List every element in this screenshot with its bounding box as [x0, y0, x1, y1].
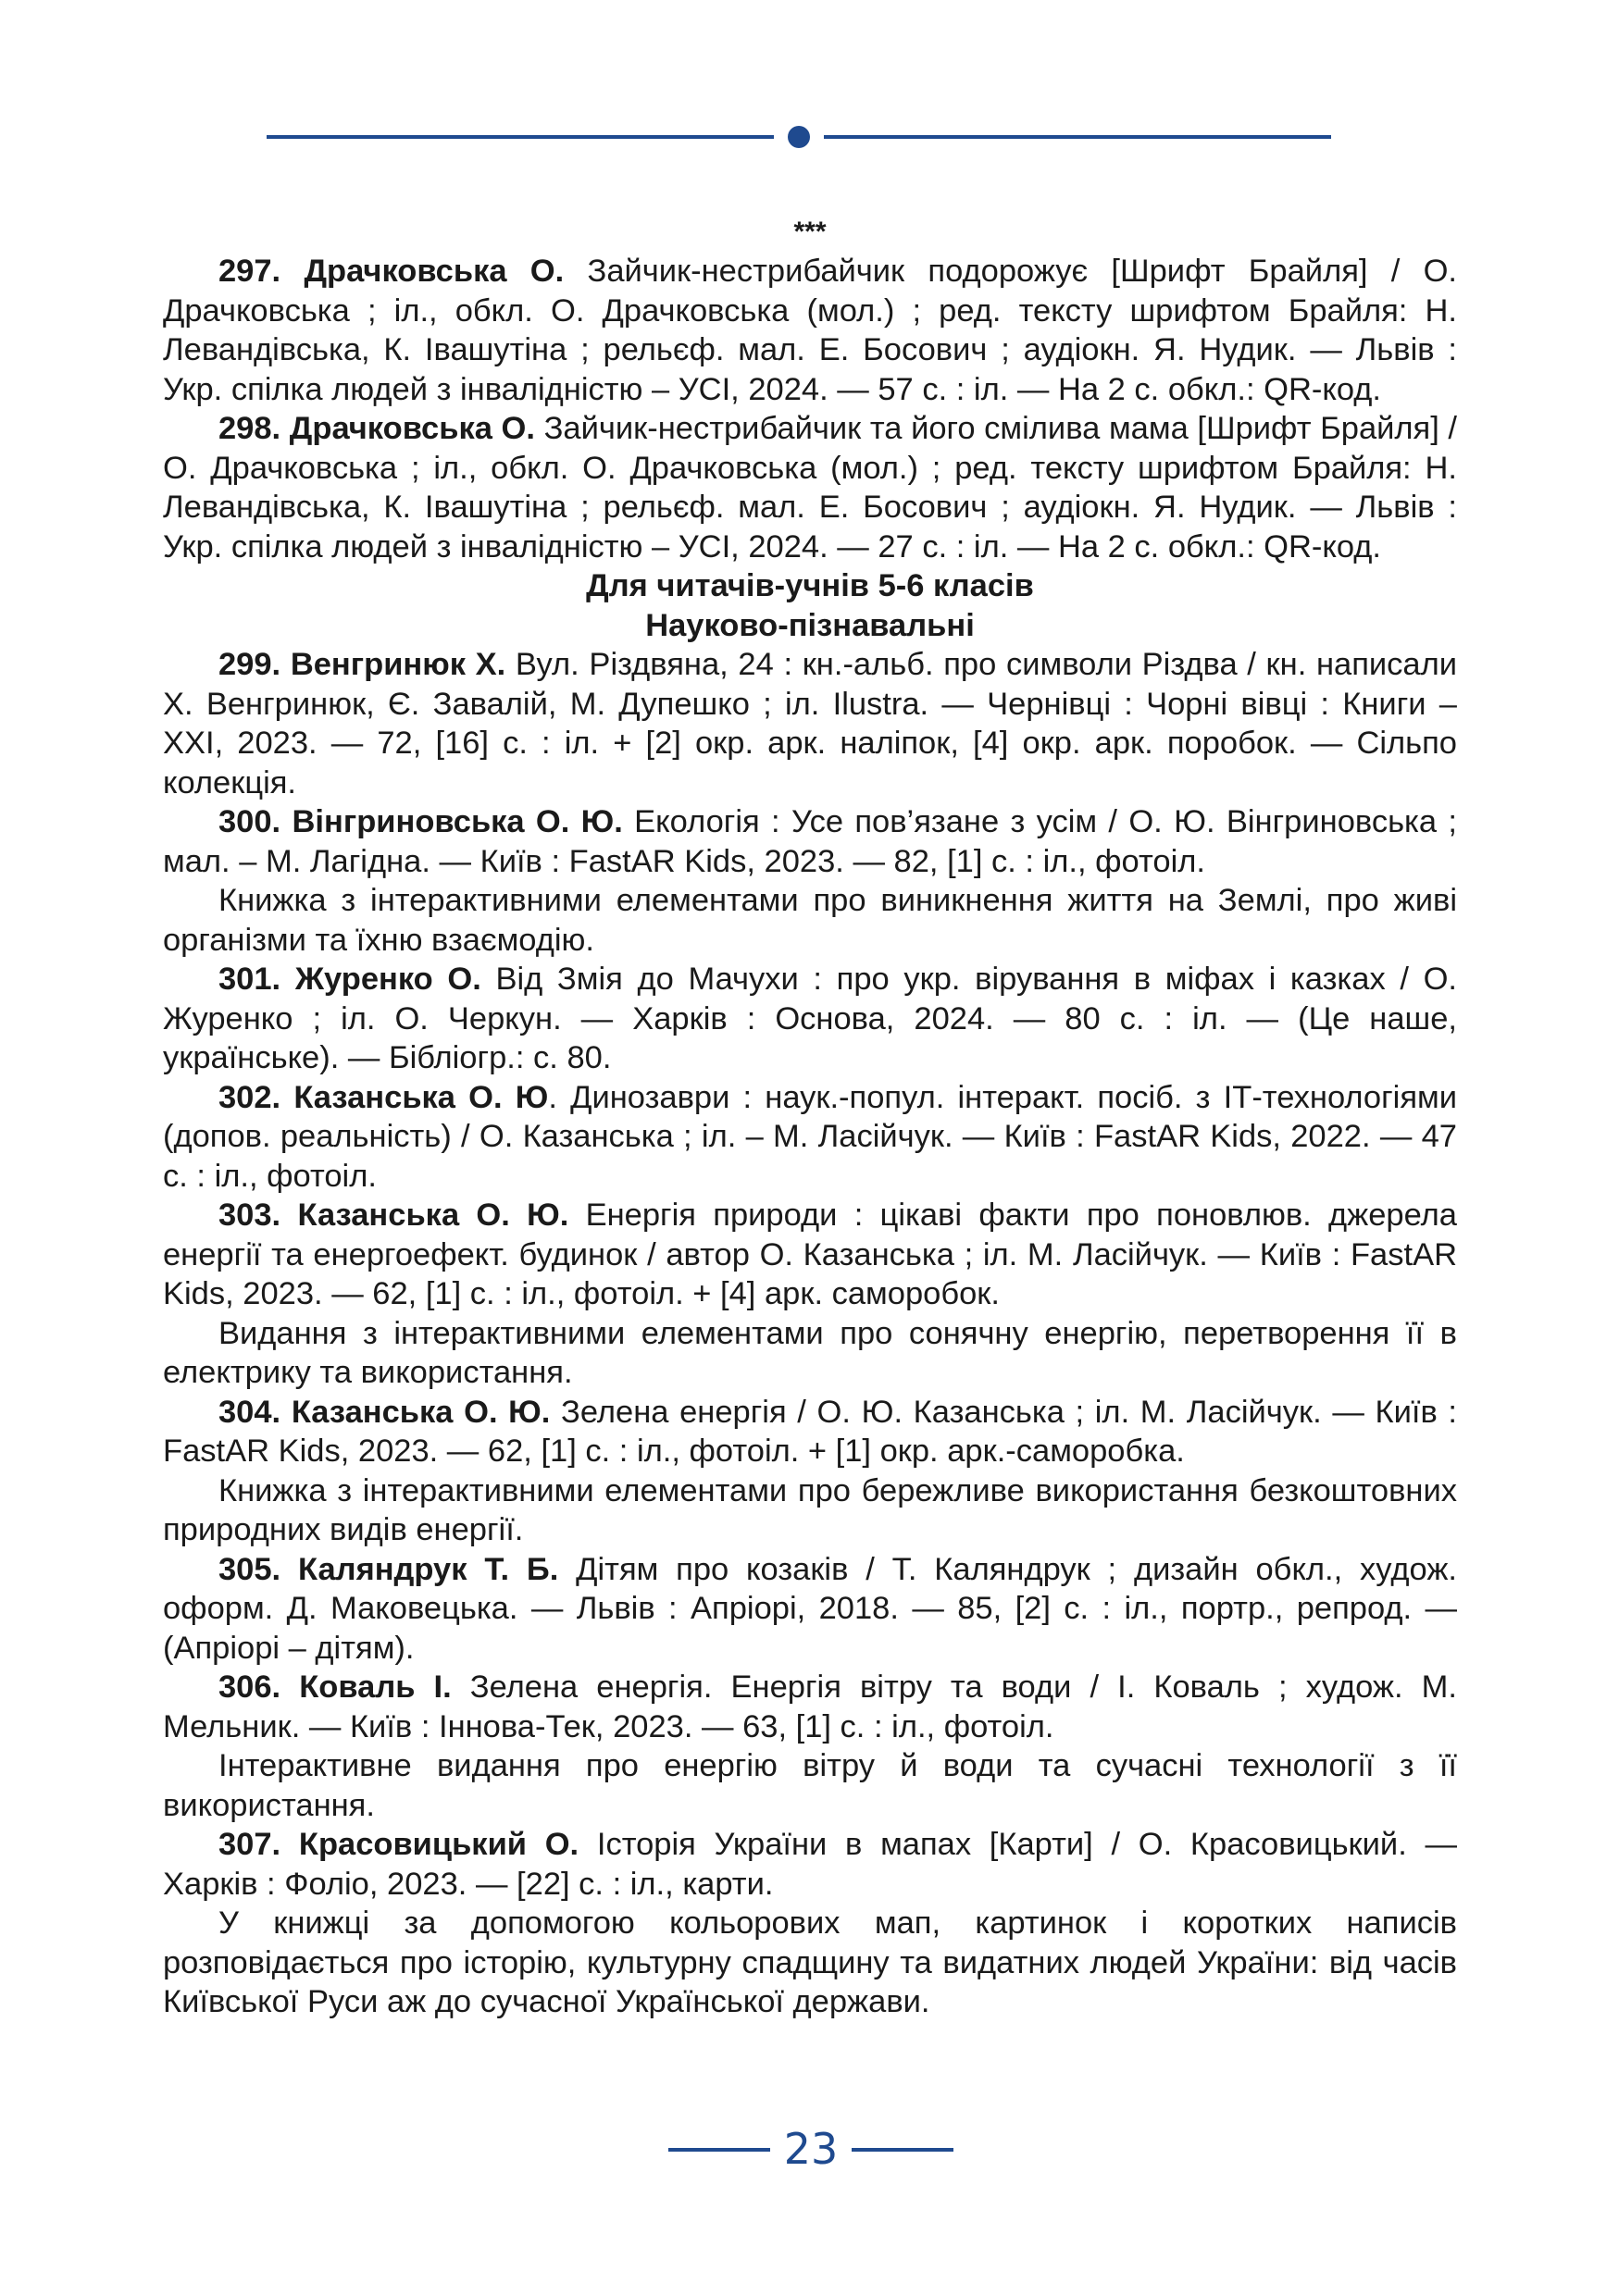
page-footer — [0, 2121, 1619, 2177]
entry-description: Екологія : Усе пов’язане з усім / О. Ю. Вінгриновська ; мал. – М. Лагідна. — Київ : FastAR Kids, 2023. — 82, [1] с. : іл., фотоіл. — [163, 804, 1457, 879]
entry-author: Вінгриновська О. Ю. — [292, 804, 623, 839]
entry-description: Зайчик-нестрибайчик та його смілива мама [Шрифт Брайля] / О. Драчковська ; іл., обкл. О. Драчковська (мол.) ; ред. тексту шрифтом Брайля: Н. Левандівська, К. Івашутіна ; рельєф. мал. Е. Босович ; аудіокн. Я. Нудик. — Львів : Укр. спілка людей з інвалідністю – УСІ, 2024. — 27 с. : іл. — На 2 с. обкл.: QR-код. — [163, 411, 1458, 565]
entry-author: Журенко О. — [294, 962, 481, 997]
bibliography-entry — [163, 252, 1457, 409]
entry-number: 303. — [218, 1198, 281, 1233]
bibliography-entry — [163, 960, 1457, 1078]
entry-author: Коваль І. — [299, 1669, 452, 1705]
section-heading: Науково-пізнавальні — [645, 607, 975, 643]
entry-description: . Динозаври : наук.-попул. інтеракт. посіб. з ІТ-технологіями (допов. реальність) / О. Казанська ; іл. – М. Ласійчук. — Київ : FastAR Kids, 2022. — 47 с. : іл., фотоіл. — [163, 1079, 1458, 1194]
footer-line-right — [852, 2148, 953, 2152]
entry-number: 301. — [218, 962, 281, 997]
bibliography-entry — [163, 409, 1457, 566]
top-ornament — [267, 126, 1331, 148]
ornament-dot — [788, 126, 810, 148]
entry-annotation: Інтерактивне видання про енергію вітру й води та сучасні технології з її використання. — [163, 1748, 1457, 1823]
entry-number: 304. — [218, 1394, 281, 1430]
page-number: 23 — [783, 2124, 839, 2174]
bibliography-entry — [163, 1550, 1457, 1669]
entry-number: 306. — [218, 1669, 281, 1705]
entry-description: Вул. Різдвяна, 24 : кн.-альб. про символи Різдва / кн. написали Х. Венгринюк, Є. Завалій, М. Дупешко ; іл. Ilustra. — Чернівці : Чорні вівці : Книги – ХХІ, 2023. — 72, [16] с. : іл. + [2] окр. арк. наліпок, [4] окр. арк. поробок. — Сільпо колекція. — [163, 647, 1457, 800]
entry-author: Казанська О. Ю — [293, 1079, 549, 1115]
entry-description: Від Змія до Мачухи : про укр. вірування в міфах і казках / О. Журенко ; іл. О. Черкун. — Харків : Основа, 2024. — 80 с. : іл. — (Це наше, українське). — Бібліогр.: с. 80. — [163, 962, 1458, 1075]
entry-description: Дітям про козаків / Т. Каляндрук ; дизайн обкл., худож. оформ. Д. Маковецька. — Львів : Апріорі, 2018. — 85, [2] с. : іл., портр., репрод. — (Апріорі – дітям). — [163, 1551, 1457, 1666]
entry-author: Драчковська О. — [289, 411, 535, 446]
entry-author: Красовицький О. — [298, 1827, 579, 1862]
ornament-line-right — [824, 135, 1331, 139]
bibliography-entry — [163, 1078, 1457, 1197]
entry-annotation: Книжка з інтерактивними елементами про виникнення життя на Землі, про живі організми та їхню взаємодію. — [163, 883, 1457, 958]
entry-author: Казанська О. Ю. — [291, 1394, 551, 1430]
section-separator: *** — [793, 217, 827, 247]
bibliography-entry — [163, 1825, 1457, 1904]
bibliography-entry — [163, 1196, 1457, 1314]
entry-number: 305. — [218, 1551, 281, 1587]
bibliography-content — [163, 213, 1457, 2022]
entry-number: 297. — [218, 254, 281, 289]
entry-description: Зайчик-нестрибайчик подорожує [Шрифт Брайля] / О. Драчковська ; іл., обкл. О. Драчковська (мол.) ; ред. тексту шрифтом Брайля: Н. Левандівська, К. Івашутіна ; рельєф. мал. Е. Босович ; аудіокн. Я. Нудик. — Львів : Укр. спілка людей з інвалідністю – УСІ, 2024. — 57 с. : іл. — На 2 с. обкл.: QR-код. — [163, 254, 1458, 407]
entry-author: Казанська О. Ю. — [297, 1198, 569, 1233]
entry-number: 307. — [218, 1827, 281, 1862]
entry-description: Зелена енергія / О. Ю. Казанська ; іл. М. Ласійчук. — Київ : FastAR Kids, 2023. — 62, [1] с. : іл., фотоіл. + [1] окр. арк.-саморобка. — [163, 1394, 1457, 1469]
bibliography-entry — [163, 802, 1457, 881]
ornament-line-left — [267, 135, 774, 139]
entry-annotation: У книжці за допомогою кольорових мап, картинок і коротких написів розповідається про історію, культурну спадщину та видатних людей України: від часів Київської Руси аж до сучасної Української держави. — [163, 1905, 1457, 2019]
section-heading: Для читачів-учнів 5-6 класів — [586, 568, 1034, 603]
entry-number: 298. — [218, 411, 281, 446]
entry-author: Каляндрук Т. Б. — [297, 1551, 559, 1587]
entry-number: 302. — [218, 1079, 281, 1115]
footer-line-left — [668, 2148, 770, 2152]
entry-description: Історія України в мапах [Карти] / О. Красовицький. — Харків : Фоліо, 2023. — [22] с. : іл., карти. — [163, 1827, 1458, 1902]
entry-annotation: Книжка з інтерактивними елементами про бережливе використання безкоштовних природних видів енергії. — [163, 1472, 1457, 1547]
entry-author: Венгринюк Х. — [290, 647, 506, 682]
bibliography-entry — [163, 1393, 1457, 1471]
entry-annotation: Видання з інтерактивними елементами про сонячну енергію, перетворення її в електрику та використання. — [163, 1315, 1457, 1390]
bibliography-entry — [163, 1668, 1457, 1746]
entry-description: Зелена енергія. Енергія вітру та води / І. Коваль ; худож. М. Мельник. — Київ : Іннова-Тек, 2023. — 63, [1] с. : іл., фотоіл. — [163, 1669, 1457, 1744]
entry-author: Драчковська О. — [304, 254, 565, 289]
entry-number: 300. — [218, 804, 281, 839]
entry-description: Енергія природи : цікаві факти про поновлюв. джерела енергії та енергоефект. будинок / автор О. Казанська ; іл. М. Ласійчук. — Київ : FastAR Kids, 2023. — 62, [1] с. : іл., фотоіл. + [4] арк. саморобок. — [163, 1198, 1457, 1311]
bibliography-entry — [163, 645, 1457, 802]
entry-number: 299. — [218, 647, 281, 682]
